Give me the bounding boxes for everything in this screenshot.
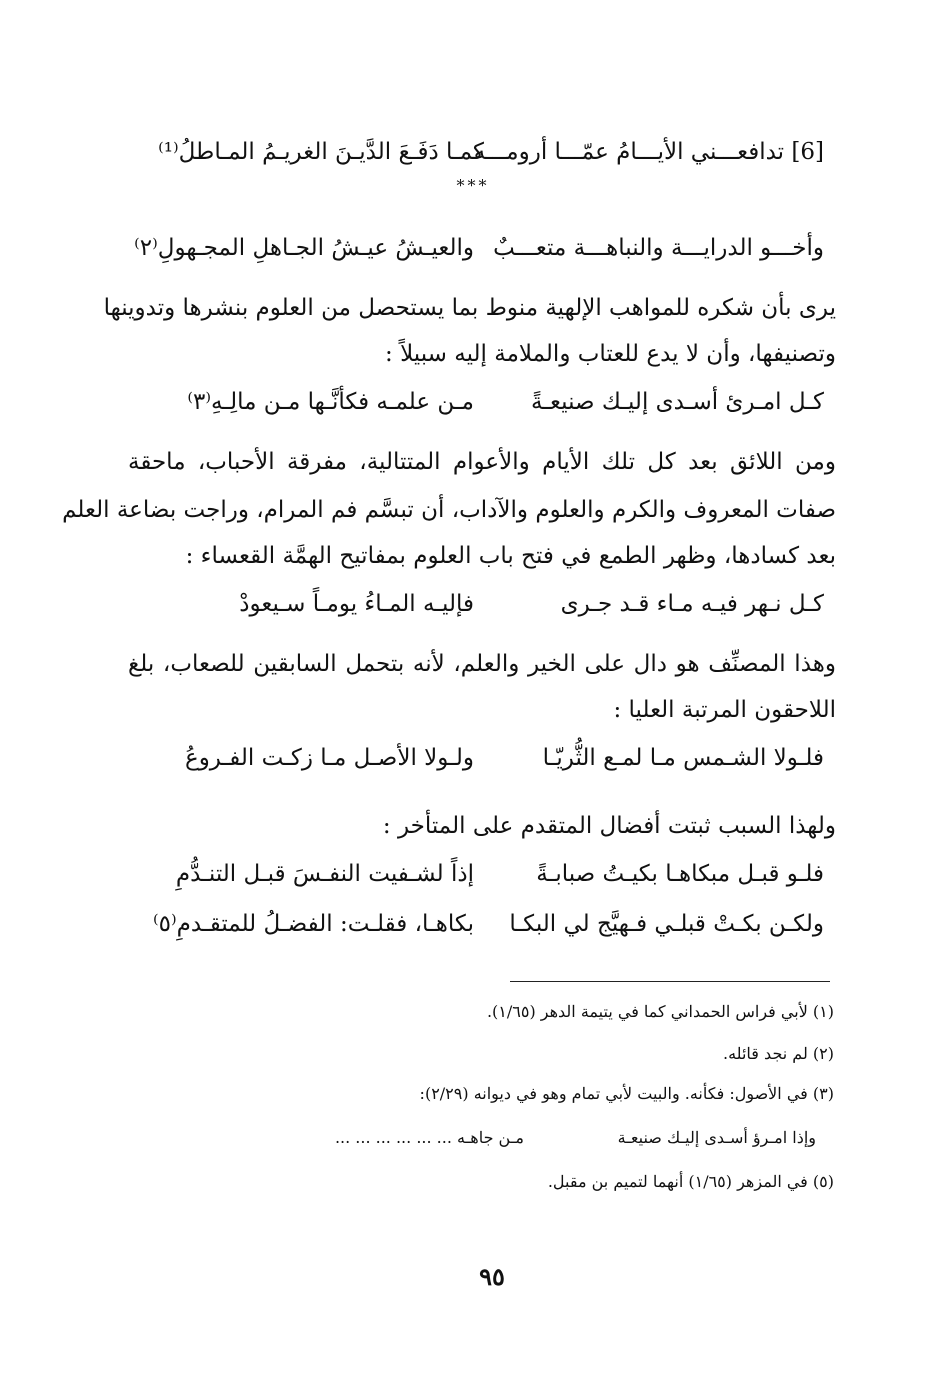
verse-2-first-hemistich: وأخـــو الدرايـــة والنباهـــة متعـــبٌ	[493, 235, 824, 261]
footnote-2: (٢) لم نجد قائله.	[723, 1044, 834, 1063]
verse-7-second-hemistich: بكاهـا، فقلـت: الفضـلُ للمتقـدمِ⁽٥⁾	[152, 911, 474, 937]
verse-5-first-hemistich: فلـولا الشـمس مـا لمـع الثُّريّـا	[542, 745, 824, 771]
verse-4-second-hemistich: فإليـه المـاءُ يومـاً سـيعودْ	[239, 591, 474, 617]
footnote-divider	[510, 981, 830, 982]
verse-3-second-hemistich: مـن علمـه فكأنَّـها مـن مالِـهِ⁽٣⁾	[187, 389, 474, 415]
footnote-3: (٣) في الأصول: فكأنه. والبيت لأبي تمام وهو في ديوانه (٢/٢٩):	[419, 1084, 834, 1103]
paragraph-4-line-1: ولهذا السبب ثبتت أفضال المتقدم على المتأخر :	[382, 813, 836, 839]
verse-2-second-hemistich: والعيـشُ عيـشُ الجـاهلِ المجـهولِ⁽٢⁾	[134, 235, 474, 261]
footnote-5: (٥) في المزهر (١/٦٥) أنهما لتميم بن مقبل.	[547, 1172, 834, 1191]
paragraph-3-line-1: وهذا المصنِّف هو دال على الخير والعلم، لأنه بتحمل السابقين للصعاب، بلغ	[128, 651, 836, 677]
verse-6-first-hemistich: [6] تدافعـــني الأيـــامُ عمّـــا أرومـــه	[473, 139, 824, 165]
verse-6b-second-hemistich: إذاً لشـفيت النفـسَ قبـل التنـدُّمِ	[175, 861, 474, 887]
verse-6-second-hemistich: كمـا دَفَـعَ الدَّيـنَ الغريـمُ المـاطلُ⁽¹⁾	[158, 139, 484, 165]
paragraph-2-line-3: بعد كسادها، وظهر الطمع في فتح باب العلوم بمفاتيح الهمَّة القعساء :	[185, 543, 836, 569]
paragraph-2-line-1: ومن اللائق بعد كل تلك الأيام والأعوام المتتالية، مفرقة الأحباب، ماحقة	[128, 449, 836, 475]
footnote-3-verse-first: وإذا امـرؤ أسـدى إليـك صنيعـة	[617, 1128, 816, 1147]
paragraph-1-line-2: وتصنيفها، وأن لا يدع للعتاب والملامة إليه سبيلاً :	[385, 341, 836, 367]
section-separator: ***	[456, 176, 490, 195]
footnote-1: (١) لأبي فراس الحمداني كما في يتيمة الدهر (١/٦٥).	[486, 1002, 834, 1021]
verse-7-first-hemistich: ولكـن بكـتْ قبلـي فـهيَّج لي البكـا	[509, 911, 824, 937]
paragraph-2-line-2: صفات المعروف والكرم والعلوم والآداب، أن تبسَّم فم المرام، وراجت بضاعة العلم	[62, 497, 836, 523]
verse-6b-first-hemistich: فلـو قبـل مبكاهـا بكيـتُ صبابـةً	[536, 861, 824, 887]
page-number: ٩٥	[479, 1262, 505, 1291]
paragraph-3-line-2: اللاحقون المرتبة العليا :	[613, 697, 836, 723]
verse-5-second-hemistich: ولـولا الأصـل مـا زكـت الفـروعُ	[184, 745, 474, 771]
verse-number: [6]	[791, 139, 824, 165]
paragraph-1-line-1: يرى بأن شكره للمواهب الإلهية منوط بما يستحصل من العلوم بنشرها وتدوينها	[103, 295, 836, 321]
footnote-3-verse-second: مـن جاهـه ... ... ... ... ... ...	[334, 1128, 524, 1147]
verse-4-first-hemistich: كـل نـهر فيـه مـاء قـد جـرى	[560, 591, 824, 617]
verse-3-first-hemistich: كـل امـرئ أسـدى إليـك صنيعـةً	[530, 389, 824, 415]
